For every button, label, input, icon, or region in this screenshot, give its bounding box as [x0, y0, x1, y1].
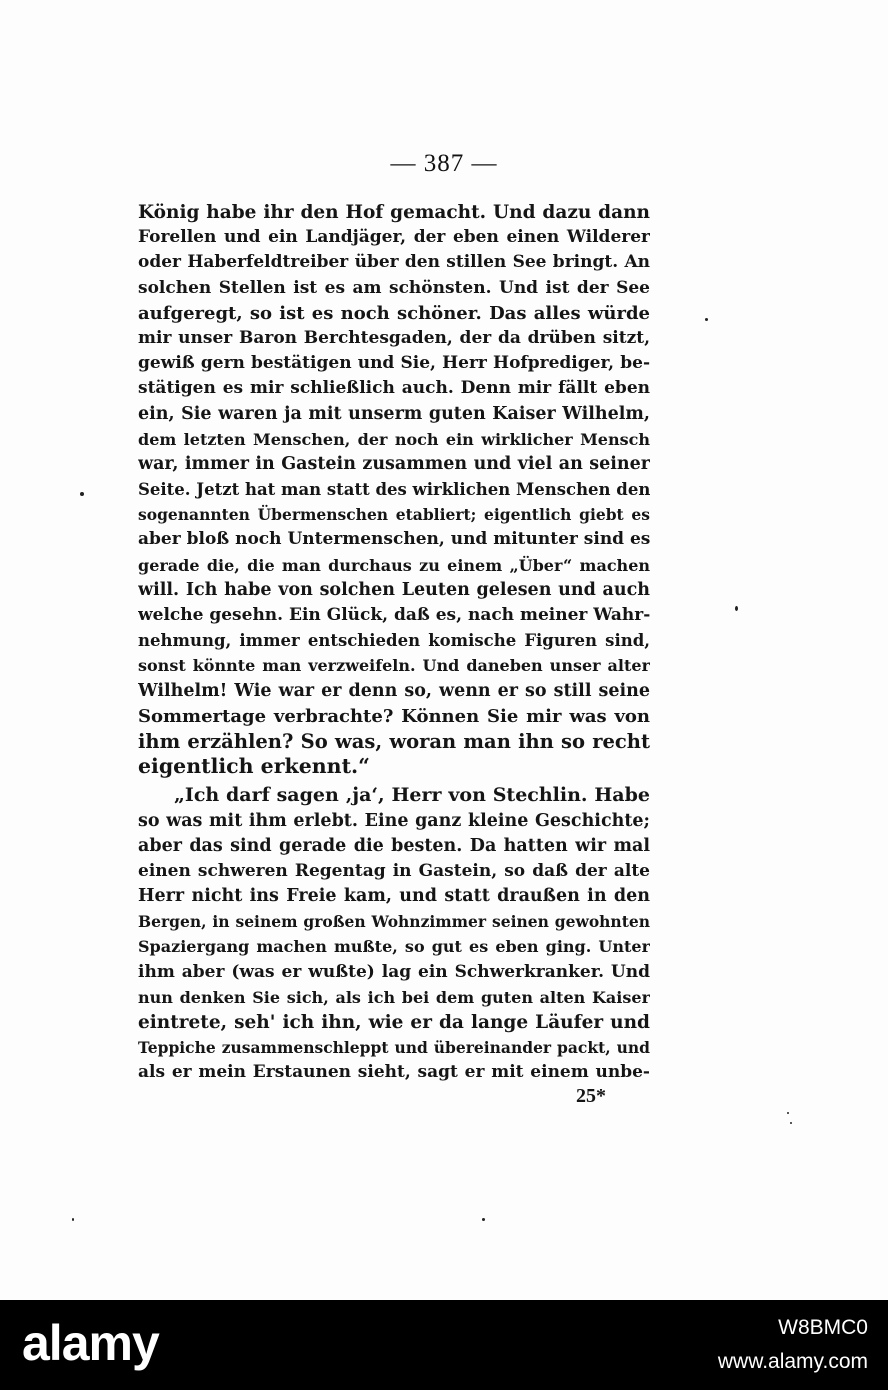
text-line: solchen Stellen ist es am schönsten. Und ist der See: [138, 277, 650, 298]
text-line: „Ich darf sagen ‚ja‘, Herr von Stechlin. Habe: [174, 784, 650, 807]
scan-speck: [80, 492, 84, 496]
text-line: Wilhelm! Wie war er denn so, wenn er so still seine: [138, 680, 650, 701]
text-line: oder Haberfeldtreiber über den stillen See bringt. An: [138, 252, 650, 273]
text-line: Seite. Jetzt hat man statt des wirklichen Menschen den: [138, 480, 650, 500]
text-line: so was mit ihm erlebt. Eine ganz kleine Geschichte;: [138, 810, 650, 831]
body-text: [138, 200, 650, 1086]
site-url-label: www.alamy.com: [717, 1350, 868, 1373]
text-line: Spaziergang machen mußte, so gut es eben ging. Unter: [138, 937, 650, 957]
text-line: aber bloß noch Untermenschen, und mitunter sind es: [138, 529, 650, 550]
scan-speck: [72, 1218, 74, 1221]
brand-logo: alamy: [22, 1315, 159, 1371]
text-line: ihm aber (was er wußte) lag ein Schwerkranker. Und: [138, 961, 650, 982]
image-id-label: W8BMC0: [778, 1316, 868, 1339]
text-line: Teppiche zusammenschleppt und übereinander packt, und: [138, 1038, 650, 1058]
scan-speck: [735, 606, 738, 611]
text-line: König habe ihr den Hof gemacht. Und dazu dann: [138, 202, 650, 223]
text-line: will. Ich habe von solchen Leuten gelesen und auch: [138, 579, 650, 600]
text-line: dem letzten Menschen, der noch ein wirklicher Mensch: [138, 429, 650, 449]
text-line: aufgeregt, so ist es noch schöner. Das alles würde: [138, 302, 650, 324]
text-line: Forellen und ein Landjäger, der eben einen Wilderer: [138, 227, 650, 248]
signature-mark: 25*: [576, 1085, 606, 1107]
text-line: gerade die, die man durchaus zu einem „Über“ machen: [138, 555, 650, 575]
text-line: stätigen es mir schließlich auch. Denn mir fällt eben: [138, 378, 650, 399]
text-line: sogenannten Übermenschen etabliert; eigentlich giebt es: [138, 505, 650, 525]
text-line: eigentlich erkennt.“: [138, 754, 370, 779]
text-line: mir unser Baron Berchtesgaden, der da drüben sitzt,: [138, 327, 650, 348]
text-line: eintrete, seh' ich ihn, wie er da lange Läufer und: [138, 1012, 650, 1033]
text-line: Herr nicht ins Freie kam, und statt draußen in den: [138, 886, 650, 907]
page-number-header: — 387 —: [390, 150, 498, 177]
watermark-bar: [0, 1300, 888, 1390]
text-line: gewiß gern bestätigen und Sie, Herr Hofprediger, be-: [138, 353, 650, 374]
scan-speck: [482, 1218, 485, 1221]
text-line: aber das sind gerade die besten. Da hatten wir mal: [138, 835, 650, 856]
scan-speck: [787, 1112, 789, 1114]
text-line: nun denken Sie sich, als ich bei dem guten alten Kaiser: [138, 987, 650, 1007]
text-line: ein, Sie waren ja mit unserm guten Kaiser Wilhelm,: [138, 403, 650, 424]
text-line: welche gesehn. Ein Glück, daß es, nach meiner Wahr-: [138, 605, 650, 625]
text-line: sonst könnte man verzweifeln. Und daneben unser alter: [138, 656, 650, 676]
scan-speck: [790, 1122, 792, 1124]
scan-speck: [705, 318, 708, 321]
text-line: Bergen, in seinem großen Wohnzimmer seinen gewohnten: [138, 912, 650, 932]
text-line: ihm erzählen? So was, woran man ihn so recht: [138, 729, 650, 753]
text-line: nehmung, immer entschieden komische Figuren sind,: [138, 631, 650, 651]
text-line: war, immer in Gastein zusammen und viel an seiner: [138, 453, 650, 474]
text-line: Sommertage verbrachte? Können Sie mir was von: [138, 705, 650, 727]
text-line: als er mein Erstaunen sieht, sagt er mit einem unbe-: [138, 1062, 650, 1083]
text-line: einen schweren Regentag in Gastein, so daß der alte: [138, 860, 650, 881]
